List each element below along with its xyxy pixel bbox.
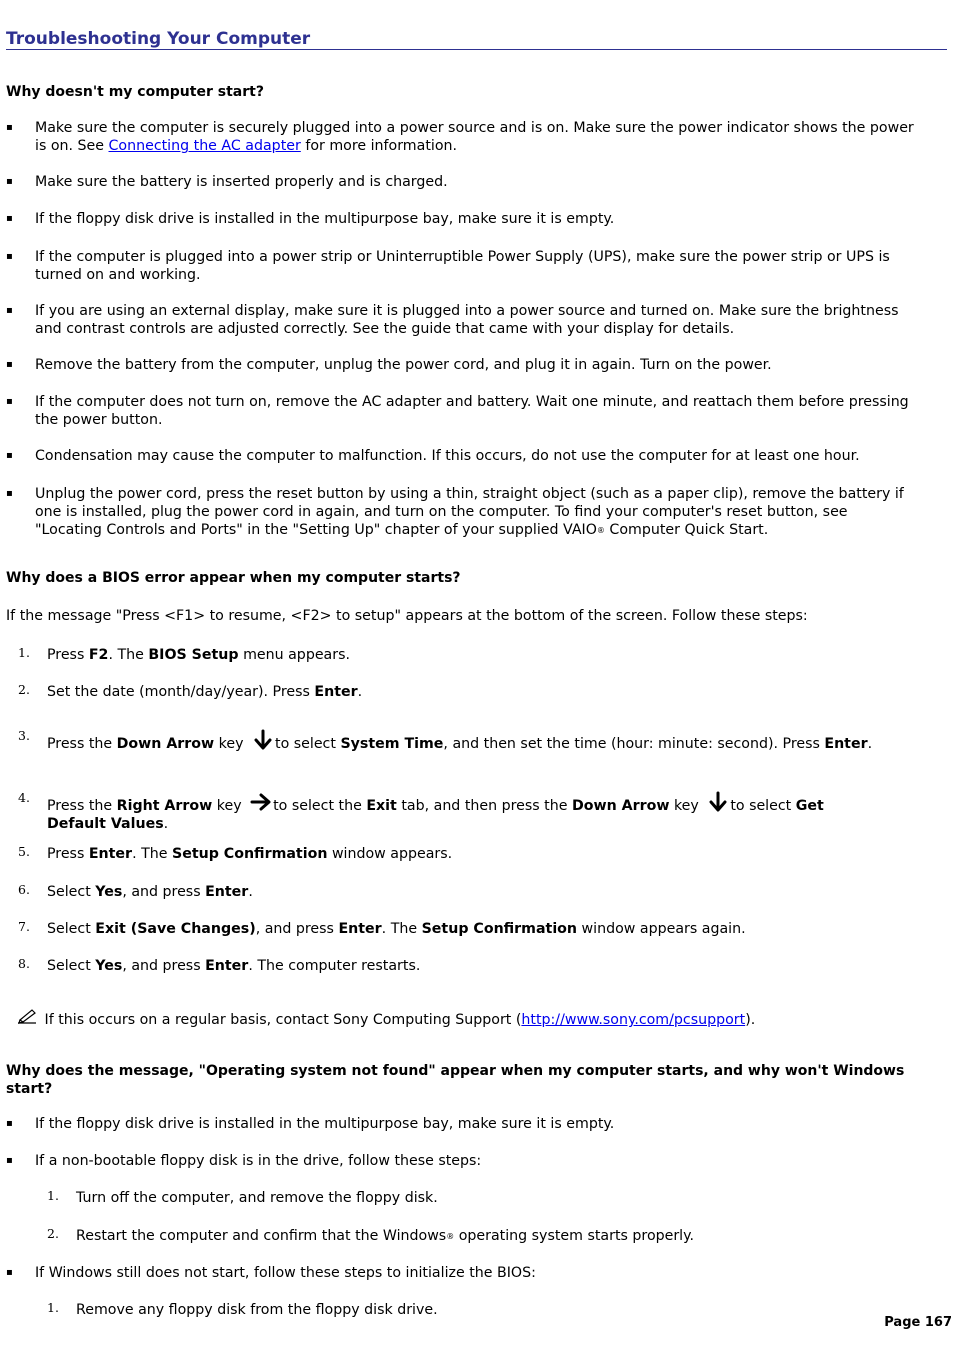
bullet-text: If the computer does not turn on, remove the AC adapter and battery. Wait one minute, and reattach them before pressing the power button. [35, 394, 909, 428]
bullet-marker: ▪ [6, 450, 13, 461]
bullet-marker: ▪ [6, 396, 13, 407]
page-title: Troubleshooting Your Computer [6, 29, 947, 50]
bullet-marker: ▪ [6, 251, 13, 262]
note: If this occurs on a regular basis, contact Sony Computing Support (http://www.sony.com/pcsupport). [16, 1008, 946, 1029]
arrow-down-icon [707, 791, 729, 813]
bullet-text: If the computer is plugged into a power strip or Uninterruptible Power Supply (UPS), make sure the power strip or UPS is turned on and working. [35, 249, 890, 283]
bullet-marker: ▪ [6, 176, 13, 187]
bullet-marker: ▪ [6, 122, 13, 133]
bullet-text: If Windows still does not start, follow these steps to initialize the BIOS: [35, 1265, 536, 1281]
bullet-marker: ▪ [6, 213, 13, 224]
bullet-marker: ▪ [6, 1118, 13, 1129]
bullet-marker: ▪ [6, 359, 13, 370]
bullet-text: Condensation may cause the computer to malfunction. If this occurs, do not use the computer for at least one hour. [35, 448, 860, 464]
bullet-text: If the floppy disk drive is installed in the multipurpose bay, make sure it is empty. [35, 1116, 615, 1132]
arrow-down-icon [252, 729, 274, 751]
section-heading-bios: Why does a BIOS error appear when my computer starts? [6, 570, 461, 586]
bullet-text: Remove the battery from the computer, unplug the power cord, and plug it in again. Turn on the power. [35, 357, 772, 373]
arrow-right-icon [250, 791, 272, 813]
ac-adapter-link[interactable]: Connecting the AC adapter [108, 138, 301, 154]
note-pencil-icon [16, 1008, 40, 1026]
bullet-marker: ▪ [6, 488, 13, 499]
sony-support-link[interactable]: http://www.sony.com/pcsupport [521, 1012, 746, 1028]
bullet-text: If a non-bootable floppy disk is in the drive, follow these steps: [35, 1153, 482, 1169]
bios-intro: If the message "Press <F1> to resume, <F2> to setup" appears at the bottom of the screen. Follow these steps: [6, 608, 808, 624]
bullet-marker: ▪ [6, 305, 13, 316]
bullet-marker: ▪ [6, 1267, 13, 1278]
section-heading-os-not-found: Why does the message, "Operating system not found" appear when my computer starts, and why won't Windows start? [6, 1063, 905, 1097]
bullet-text: Unplug the power cord, press the reset button by using a thin, straight object (such as a paper clip), remove the battery if one is installed, plug the power cord in again, and turn on the computer. To find your computer's reset button, see "Locating Controls and Ports" in the "Setting Up" chapter of your supplied VAIO® Computer Quick Start. [35, 486, 904, 538]
bullet-text: Make sure the computer is securely plugged into a power source and is on. Make sure the power indicator shows the power is on. See Connecting the AC adapter for more information. [35, 120, 914, 154]
bullet-text: If the floppy disk drive is installed in the multipurpose bay, make sure it is empty. [35, 211, 615, 227]
bullet-text: If you are using an external display, make sure it is plugged into a power source and turned on. Make sure the brightness and contrast controls are adjusted correctly. See the guide that came with your display for details. [35, 303, 899, 337]
page-number: Page 167 [884, 1315, 952, 1330]
bullet-marker: ▪ [6, 1155, 13, 1166]
bullet-text: Make sure the battery is inserted properly and is charged. [35, 174, 448, 190]
section-heading-start: Why doesn't my computer start? [6, 84, 264, 100]
